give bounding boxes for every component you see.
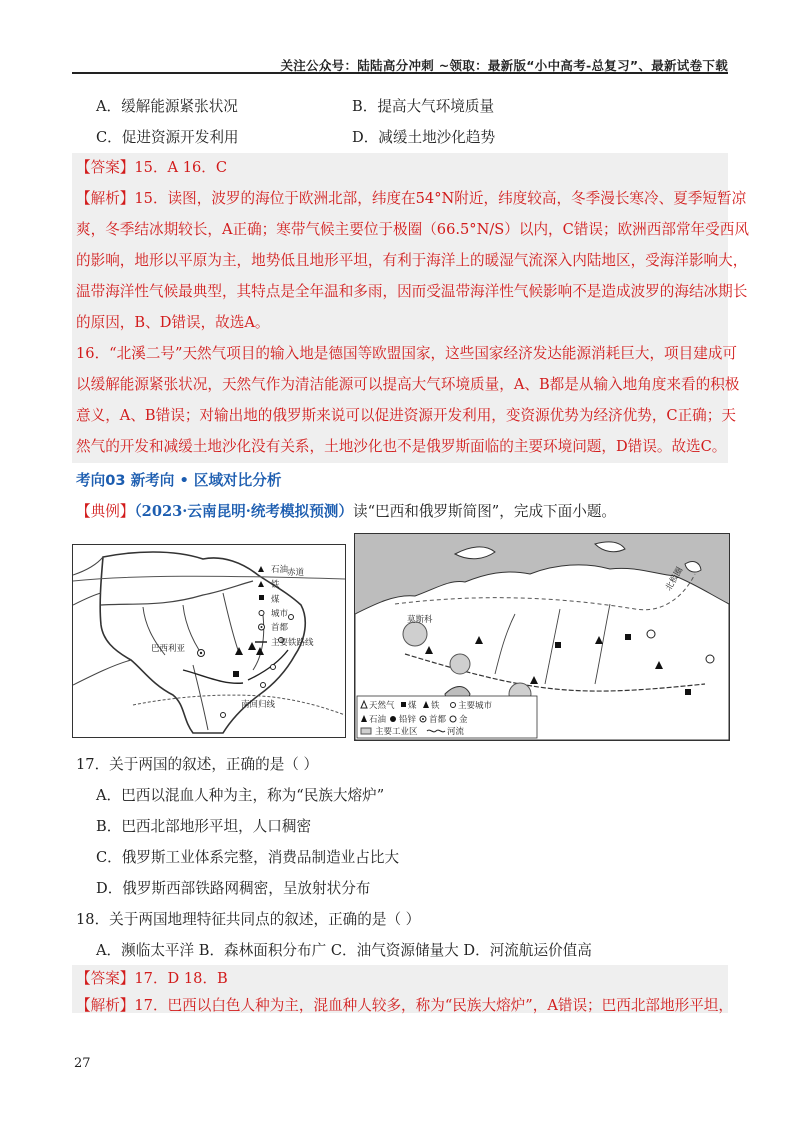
svg-text:铁: 铁 [431, 701, 440, 711]
page-number: 27 [74, 1056, 91, 1071]
tropic-label: 南回归线 [241, 700, 276, 710]
q17-stem: 17．关于两国的叙述，正确的是（ ） [76, 756, 319, 773]
industrial-zone-moscow [403, 622, 427, 646]
q18-options: A．濒临太平洋 B．森林面积分布广 C．油气资源储量大 D．河流航运价值高 [96, 942, 592, 959]
answer-text: 15．A 16．C [134, 159, 228, 176]
q17-option-d: D．俄罗斯西部铁路网稠密，呈放射状分布 [96, 880, 371, 897]
svg-text:铅锌: 铅锌 [399, 715, 417, 725]
russia-map-figure [355, 534, 729, 740]
q18-stem: 18．关于两国地理特征共同点的叙述，正确的是（ ） [76, 911, 421, 928]
q16-option-a: A．缓解能源紧张状况 [96, 98, 238, 115]
q16-option-b: B．提高大气环境质量 [352, 98, 495, 115]
analysis-line-6: 16．“北溪二号”天然气项目的输入地是德国等欧盟国家，这些国家经济发达能源消耗巨大，项目建成可 [76, 345, 738, 362]
analysis-line-4: 温带海洋性气候最典型，其特点是全年温和多雨，因而受温带海洋性气候影响不是造成波罗的海结冰期长 [76, 283, 748, 300]
moscow-label: 莫斯科 [407, 615, 433, 625]
q16-option-c: C．促进资源开发利用 [96, 129, 239, 146]
svg-text:河流: 河流 [447, 727, 465, 737]
svg-text:天然气: 天然气 [369, 701, 395, 711]
russia-legend [357, 696, 537, 738]
brazil-map [72, 544, 346, 738]
svg-text:主要工业区: 主要工业区 [375, 727, 418, 737]
header-rule [72, 72, 728, 74]
svg-text:石油: 石油 [271, 565, 289, 575]
answer-tag: 【答案】 [76, 159, 135, 176]
svg-text:金: 金 [459, 715, 468, 725]
analysis-line-2: 爽，冬季结冰期较长，A正确；寒带气候主要位于极圈（66.5°N/S）以内，C错误；欧洲西部常年受西风 [76, 221, 749, 238]
example-source: （2023·云南昆明·统考模拟预测） [134, 503, 353, 520]
q17-option-c: C．俄罗斯工业体系完整，消费品制造业占比大 [96, 849, 400, 866]
svg-text:石油: 石油 [369, 715, 387, 725]
section-title: 考向03 新考向 • 区域对比分析 [76, 472, 282, 489]
svg-text:煤: 煤 [408, 701, 417, 711]
svg-text:首都: 首都 [271, 623, 289, 633]
svg-text:主要城市: 主要城市 [458, 701, 493, 711]
analysis-tag: 【解析】 [76, 190, 135, 207]
brazil-map-figure [73, 545, 345, 737]
q17-option-a: A．巴西以混血人种为主，称为“民族大熔炉” [96, 787, 385, 804]
analysis-line-9: 然气的开发和减缓土地沙化没有关系，土地沙化也不是俄罗斯面临的主要环境问题，D错误。故选C。 [76, 438, 727, 455]
q16-option-d: D．减缓土地沙化趋势 [352, 129, 496, 146]
example-tag: 【典例】 [76, 503, 135, 520]
analysis-line-8: 意义，A、B错误；对输出地的俄罗斯来说可以促进资源开发利用，变资源优势为经济优势，C正确；天 [76, 407, 736, 424]
svg-text:首都: 首都 [429, 715, 447, 725]
answer-line-2: 【答案】17．D 18．B [76, 970, 228, 987]
page-header: 关注公众号：陆陆高分冲刺 ~领取：最新版“小中高考-总复习”、最新试卷下载 [280, 58, 728, 73]
example-line [76, 502, 616, 522]
q17-option-b: B．巴西北部地形平坦，人口稠密 [96, 818, 312, 835]
answer-line-1 [76, 158, 227, 178]
analysis-line-3: 的影响，地形以平原为主，地势低且地形平坦，有利于海洋上的暖湿气流深入内陆地区，受海洋影响大， [76, 252, 748, 269]
arctic-circle-label: 北极圈 [663, 565, 686, 593]
svg-text:铁: 铁 [271, 580, 280, 590]
russia-map [354, 533, 730, 741]
analysis2-line-1: 【解析】17．巴西以白色人种为主，混血种人较多，称为“民族大熔炉”，A错误；巴西北部地形平坦， [76, 997, 733, 1014]
svg-text:煤: 煤 [271, 595, 280, 605]
example-text: 读“巴西和俄罗斯简图”，完成下面小题。 [353, 503, 617, 520]
svg-text:城市: 城市 [271, 609, 289, 619]
capital-label: 巴西利亚 [151, 644, 186, 654]
equator-label: 赤道 [287, 568, 305, 578]
coal-symbol [233, 671, 239, 677]
analysis-line-7: 以缓解能源紧张状况，天然气作为清洁能源可以提高大气环境质量，A、B都是从输入地角度来看的积极 [76, 376, 740, 393]
svg-text:主要铁路线: 主要铁路线 [271, 638, 314, 648]
analysis-line-5: 的原因，B、D错误，故选A。 [76, 314, 270, 331]
analysis-line-1: 【解析】15．读图，波罗的海位于欧洲北部，纬度在54°N附近，纬度较高，冬季漫长寒冷、夏季短暂凉 [76, 190, 747, 207]
